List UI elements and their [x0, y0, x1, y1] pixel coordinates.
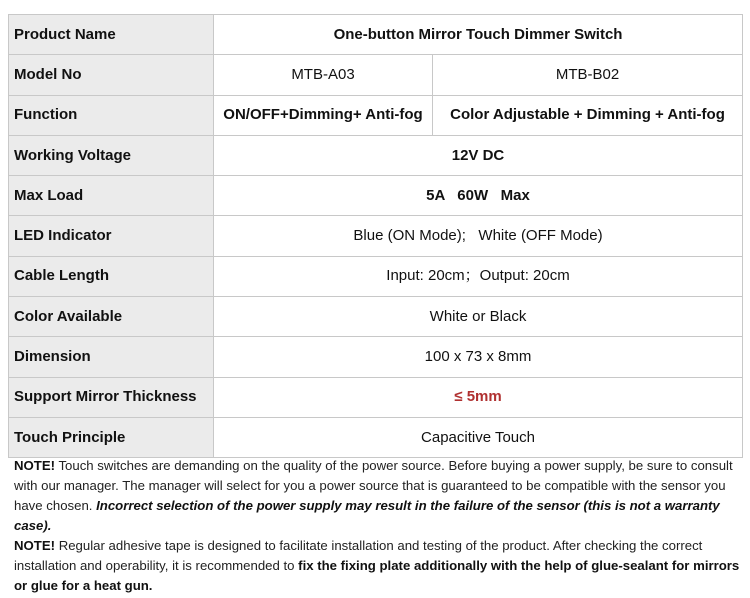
- row-value: Capacitive Touch: [214, 417, 743, 457]
- row-model-no: [9, 55, 743, 95]
- row-label: LED Indicator: [9, 216, 214, 256]
- row-label: Color Available: [9, 297, 214, 337]
- row-product-name: [9, 15, 743, 55]
- row-value: One-button Mirror Touch Dimmer Switch: [214, 15, 743, 55]
- row-value-b: Color Adjustable + Dimming + Anti-fog: [433, 95, 743, 135]
- row-label: Function: [9, 95, 214, 135]
- row-value: Blue (ON Mode); White (OFF Mode): [214, 216, 743, 256]
- row-label: Working Voltage: [9, 135, 214, 175]
- row-label: Dimension: [9, 337, 214, 377]
- note-adhesive-tape: [14, 536, 744, 596]
- notes-section: [14, 456, 744, 596]
- row-label: Max Load: [9, 176, 214, 216]
- row-value-a: MTB-A03: [214, 55, 433, 95]
- row-touch-principle: [9, 417, 743, 457]
- row-label: Model No: [9, 55, 214, 95]
- row-label: Touch Principle: [9, 417, 214, 457]
- row-led-indicator: [9, 216, 743, 256]
- row-working-voltage: [9, 135, 743, 175]
- row-value-b: MTB-B02: [433, 55, 743, 95]
- note-prefix: NOTE!: [14, 538, 56, 553]
- note-text: Regular adhesive tape is designed to facilitate installation and testing of the product. After checking the correct installation and operability, it is recommended to: [14, 538, 703, 573]
- row-dimension: [9, 337, 743, 377]
- row-cable-length: [9, 256, 743, 296]
- note-emphasis: Incorrect selection of the power supply may result in the failure of the sensor (this is not a warranty case).: [14, 498, 720, 533]
- spec-table: [8, 14, 743, 458]
- note-text: Touch switches are demanding on the quality of the power source. Before buying a power supply, be sure to consult with our manager. The manager will select for you a power source that is guaranteed to be compatible with the sensor you have chosen.: [14, 458, 733, 513]
- note-emphasis: fix the fixing plate additionally with the help of glue-sealant for mirrors or glue for a heat gun.: [14, 558, 740, 593]
- row-value: 12V DC: [214, 135, 743, 175]
- row-value: White or Black: [214, 297, 743, 337]
- row-value: 100 x 73 x 8mm: [214, 337, 743, 377]
- note-prefix: NOTE!: [14, 458, 56, 473]
- row-value: Input: 20cm；Output: 20cm: [214, 256, 743, 296]
- row-color-available: [9, 297, 743, 337]
- row-value: 5A 60W Max: [214, 176, 743, 216]
- row-function: [9, 95, 743, 135]
- row-label: Cable Length: [9, 256, 214, 296]
- row-value-a: ON/OFF+Dimming+ Anti-fog: [214, 95, 433, 135]
- row-label: Support Mirror Thickness: [9, 377, 214, 417]
- note-power-supply: [14, 456, 744, 536]
- row-max-load: [9, 176, 743, 216]
- row-label: Product Name: [9, 15, 214, 55]
- row-mirror-thickness: [9, 377, 743, 417]
- row-value-highlight: ≤ 5mm: [214, 377, 743, 417]
